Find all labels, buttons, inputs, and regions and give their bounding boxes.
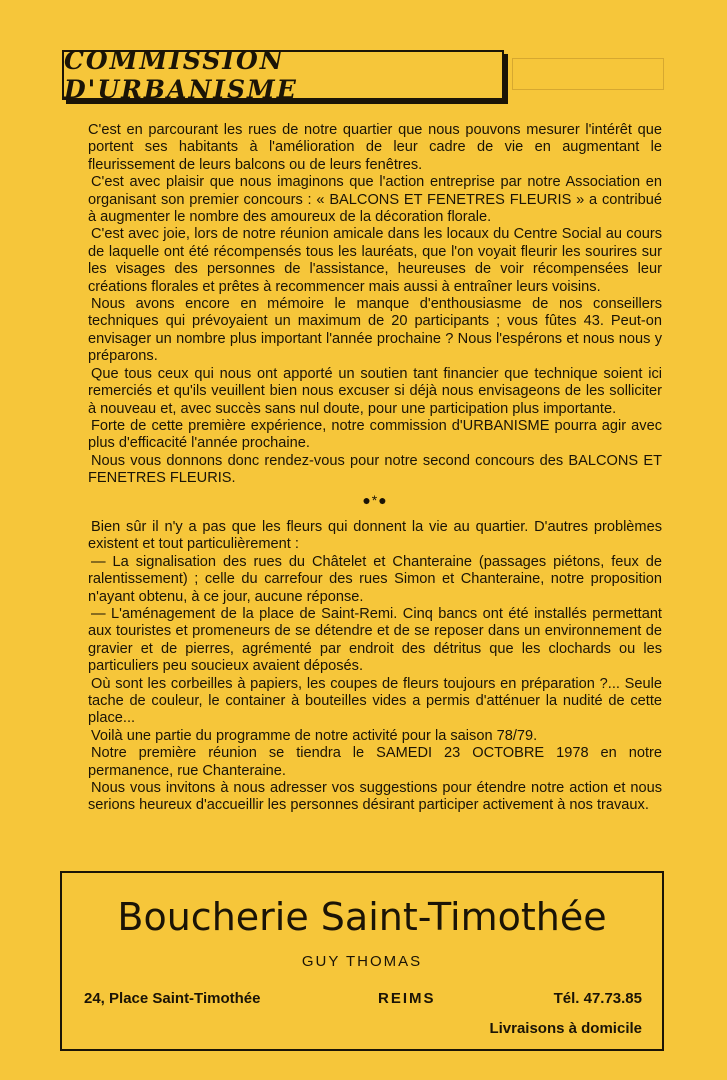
paragraph: — La signalisation des rues du Châtelet et Chanteraine (passages piétons, feux de ralentissement) ; celle du carrefour des rues Simon et Chanteraine, notre proposition n'ayant obtenu, à ce jour, aucune réponse. (88, 553, 662, 605)
ad-address: 24, Place Saint-Timothée (84, 990, 261, 1007)
paragraph: Où sont les corbeilles à papiers, les coupes de fleurs toujours en préparation ?... Seule tache de couleur, le container à bouteilles vides a permis d'atténuer la nudité de cette place... (88, 675, 662, 727)
section-title-box (62, 46, 504, 104)
page-title: COMMISSION D'URBANISME (64, 46, 298, 104)
paragraph: Voilà une partie du programme de notre activité pour la saison 78/79. (91, 727, 538, 744)
ad-phone: Tél. 47.73.85 (553, 990, 642, 1007)
paragraph: — L'aménagement de la place de Saint-Remi. Cinq bancs ont été installés permettant aux touristes et promeneurs de se détendre et de se reposer dans un environnement de gravier et de pierres, agrémenté par endroit des détritus que les clochards ou les particuliers peu soucieux avaient déposés. (88, 605, 662, 675)
paragraph: Que tous ceux qui nous ont apporté un soutien tant financier que technique soient ici remerciés et qu'ils veuillent bien nous excuser si déjà nous envisageons de les solliciter à nouveau et, avec succès sans nul doute, pour une participation plus importante. (88, 365, 662, 417)
ad-delivery: Livraisons à domicile (489, 1020, 642, 1037)
ad-business-name: Boucherie Saint-Timothée (117, 895, 607, 939)
ad-city: REIMS (378, 990, 436, 1007)
paragraph: Forte de cette première expérience, notre commission d'URBANISME pourra agir avec plus d'efficacité l'année prochaine. (88, 417, 662, 452)
advertisement-box (60, 871, 664, 1051)
paragraph: C'est avec plaisir que nous imaginons que l'action entreprise par notre Association en organisant son premier concours : « BALCONS ET FENETRES FLEURIS » a contribué à augmenter le nombre des amoureux de la décoration florale. (88, 174, 662, 226)
paragraph: Notre première réunion se tiendra le SAMEDI 23 OCTOBRE 1978 en notre permanence, rue Chanteraine. (88, 745, 662, 779)
paragraph: Nous avons encore en mémoire le manque d'enthousiasme de nos conseillers techniques qui prévoyaient un maximum de 20 participants ; vous fûtes 43. Peut-on envisager un nombre plus important l'année prochaine ? Nous l'espérons et nous nous y préparons. (88, 296, 662, 365)
paragraph: Bien sûr il n'y a pas que les fleurs qui donnent la vie au quartier. D'autres problèmes existent et tout particulièrement : (88, 518, 662, 553)
paragraph: C'est avec joie, lors de notre réunion amicale dans les locaux du Centre Social au cours de laquelle ont été récompensés tous les lauréats, que l'on voyait fleurir les sourires sur les visages des personnes de l'assistance, heureuses de voir récompensées leur créations florales et prêtes à recommencer mais aussi à entraîner leurs voisins. (88, 226, 662, 295)
paragraph: Nous vous invitons à nous adresser vos suggestions pour étendre notre action et nous serions heureux d'accueillir les personnes désirant participer activement à nos travaux. (88, 780, 662, 814)
article-body (88, 122, 662, 815)
ad-owner-name: GUY THOMAS (301, 953, 423, 970)
bleed-through-box (512, 58, 664, 90)
paragraph: Nous vous donnons donc rendez-vous pour notre second concours des BALCONS ET FENETRES FLEURIS. (88, 452, 662, 487)
section-separator: ●*● (362, 491, 388, 508)
paragraph: C'est en parcourant les rues de notre quartier que nous pouvons mesurer l'intérêt que portent ses habitants à l'amélioration de leur cadre de vie en augmentant le fleurissement de leurs balcons ou de leurs fenêtres. (88, 122, 662, 173)
